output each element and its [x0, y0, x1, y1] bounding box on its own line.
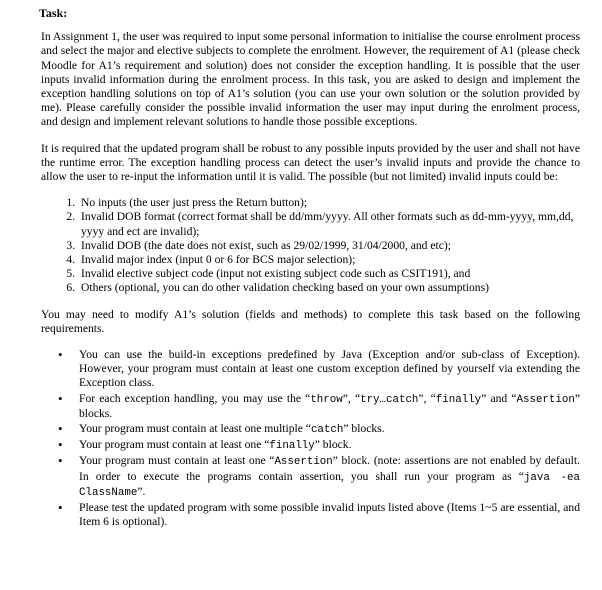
- list-item: 3. Invalid DOB (the date does not exist, such as 29/02/1999, 31/04/2000, and etc);: [78, 239, 580, 253]
- requirement-finally: • Your program must contain at least one “finally” block.: [79, 438, 580, 453]
- task-heading: Task:: [39, 6, 68, 20]
- list-item: 2. Invalid DOB format (correct format shall be dd/mm/yyyy. All other formats such as dd-mm-yyyy, mm,dd, yyyy and ect are invalid);: [78, 210, 580, 238]
- requirements-intro: You may need to modify A1’s solution (fields and methods) to complete this task based on the following requirements.: [41, 307, 580, 335]
- list-item: 1. No inputs (the user just press the Return button);: [78, 196, 580, 210]
- requirement-multiple-catch: • Your program must contain at least one multiple “catch” blocks.: [79, 422, 580, 437]
- intro-paragraph: In Assignment 1, the user was required to input some personal information to initialise the course enrolment process and select the major and elective subjects to complete the enrolment. However, the requirement of A1 (please check Moodle for A1’s requirement and solution) does not consider the exception handling. It is possible that the user inputs invalid information during the enrolment process. In this task, you are asked to design and implement the exception handling solutions on top of A1’s solution (you can use your own solution or the solution provided by me). Please carefully consider the possible invalid information the user may input during the enrolment process, and design and implement relevant solutions to handle those possible exceptions.: [41, 30, 580, 129]
- robustness-paragraph: It is required that the updated program shall be robust to any possible inputs provided by the user and shall not have the runtime error. The exception handling process can detect the user’s invalid inputs and provide the chance to allow the user to re-input the information until it is valid. The possible (but not limited) invalid inputs could be:: [41, 141, 580, 184]
- requirement-assertion: • Your program must contain at least one “Assertion” block. (note: assertions are not enabled by default. In order to execute the programs contain assertion, you shall run your program as “java -ea ClassName”.: [79, 454, 580, 500]
- requirement-custom-exception: • You can use the build-in exceptions predefined by Java (Exception and/or sub-class of Exception). However, your program must contain at least one custom exception defined by yourself via extending the Exception class.: [79, 348, 580, 391]
- list-item: 5. Invalid elective subject code (input not existing subject code such as CSIT191), and: [78, 267, 580, 281]
- requirement-testing: • Please test the updated program with some possible invalid inputs listed above (Items 1~5 are essential, and Item 6 is optional).: [79, 501, 580, 529]
- requirements-list: [41, 348, 580, 529]
- list-item: 4. Invalid major index (input 0 or 6 for BCS major selection);: [78, 253, 580, 267]
- list-item: 6. Others (optional, you can do other validation checking based on your own assumptions): [78, 281, 580, 295]
- invalid-inputs-list: [41, 196, 580, 295]
- requirement-handling-blocks: • For each exception handling, you may use the “throw”, “try…catch”, “finally” and “Assertion” blocks.: [79, 392, 580, 421]
